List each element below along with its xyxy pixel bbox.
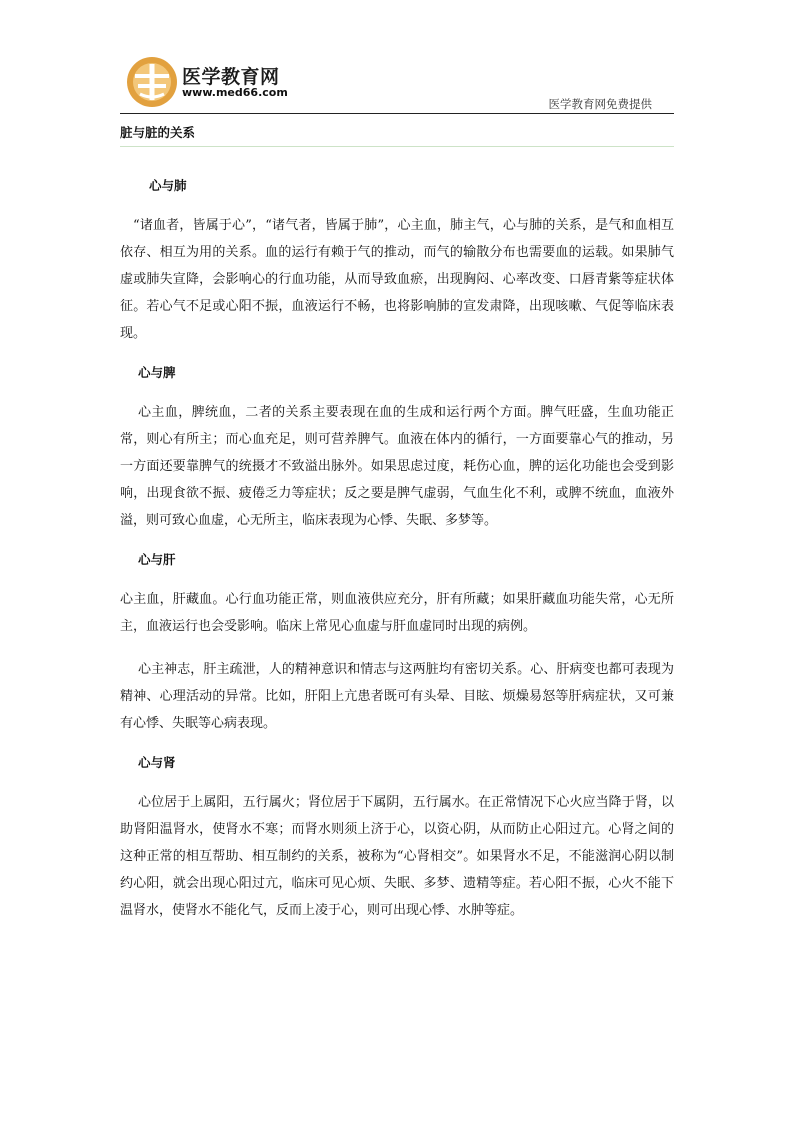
header-divider — [120, 113, 674, 114]
page-header — [120, 54, 674, 114]
section-paragraph: 心主血，肝藏血。心行血功能正常，则血液供应充分，肝有所藏；如果肝藏血功能失常，心无所主，血液运行也会受影响。临床上常见心血虚与肝血虚同时出现的病例。 — [120, 592, 674, 634]
provider-note: 医学教育网免费提供 — [548, 97, 652, 111]
section-heading: 心与脾 — [138, 365, 176, 380]
section-paragraph: 心位居于上属阳，五行属火；肾位居于下属阴，五行属水。在正常情况下心火应当降于肾，以助肾阳温肾水，使肾水不寒；而肾水则须上济于心，以资心阴，从而防止心阳过亢。心肾之间的这种正常的相互帮助、相互制约的关系，被称为“心肾相交”。如果肾水不足，不能滋润心阴以制约心阳，就会出现心阳过亢，临床可见心烦、失眠、多梦、遗精等症。若心阳不振，心火不能下温肾水，使肾水不能化气，反而上凌于心，则可出现心悸、水肿等症。 — [120, 795, 674, 918]
logo-url: www.med66.com — [182, 86, 288, 99]
article-body — [120, 160, 674, 924]
section-heading: 心与肾 — [138, 755, 176, 770]
section-paragraph: 心主血，脾统血，二者的关系主要表现在血的生成和运行两个方面。脾气旺盛，生血功能正常，则心有所主；而心血充足，则可营养脾气。血液在体内的循行，一方面要靠心气的推动，另一方面还要靠脾气的统摄才不致溢出脉外。如果思虑过度，耗伤心血，脾的运化功能也会受到影响，出现食欲不振、疲倦乏力等症状；反之要是脾气虚弱，气血生化不利，或脾不统血，血液外溢，则可致心血虚，心无所主，临床表现为心悸、失眠、多梦等。 — [120, 405, 674, 528]
section-paragraph: 心主神志，肝主疏泄，人的精神意识和情志与这两脏均有密切关系。心、肝病变也都可表现为精神、心理活动的异常。比如，肝阳上亢患者既可有头晕、目眩、烦燥易怒等肝病症状，又可兼有心悸、失眠等心病表现。 — [120, 662, 674, 731]
logo-name: 医学教育网 — [182, 66, 280, 88]
section-paragraph: “诸血者，皆属于心”，“诸气者，皆属于肺”，心主血，肺主气，心与肺的关系，是气和血相互依存、相互为用的关系。血的运行有赖于气的推动，而气的输散分布也需要血的运载。如果肺气虚或肺失宣降，会影响心的行血功能，从而导致血瘀，出现胸闷、心率改变、口唇青紫等症状体征。若心气不足或心阳不振，血液运行不畅，也将影响肺的宣发肃降，出现咳嗽、气促等临床表现。 — [120, 218, 674, 341]
section-heading: 心与肺 — [149, 178, 187, 193]
page-title: 脏与脏的关系 — [120, 125, 196, 140]
logo-icon — [126, 56, 178, 108]
section-heading: 心与肝 — [138, 552, 176, 567]
title-divider — [120, 146, 674, 147]
